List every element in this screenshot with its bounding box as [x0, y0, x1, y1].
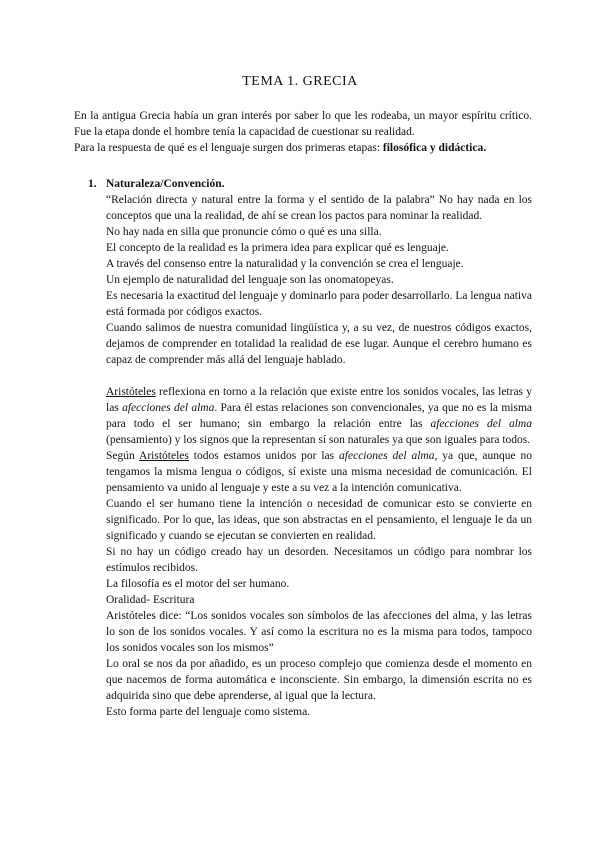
- paragraph: Oralidad- Escritura: [106, 594, 195, 606]
- section-number: 1.: [88, 178, 97, 190]
- intro-paragraph: En la antigua Grecia había un gran interés por saber lo que les rodeaba, un mayor espíritu crítico. Fue la etapa donde el hombre tenía la capacidad de cuestionar su realidad.: [74, 110, 532, 138]
- paragraph: Si no hay un código creado hay un desorden. Necesitamos un código para nombrar los estímulos recibidos.: [106, 546, 532, 574]
- paragraph: “Relación directa y natural entre la forma y el sentido de la palabra” No hay nada en los conceptos que una la realidad, de ahí se crean los pactos para nominar la realidad.: [106, 194, 532, 222]
- paragraph: Es necesaria la exactitud del lenguaje y dominarlo para poder desarrollarlo. La lengua nativa está formada por códigos exactos.: [106, 290, 532, 318]
- paragraph: Un ejemplo de naturalidad del lenguaje son las onomatopeyas.: [106, 274, 394, 286]
- intro-stages-bold: filosófica y didáctica.: [382, 142, 487, 154]
- paragraph: El concepto de la realidad es la primera idea para explicar qué es lenguaje.: [106, 242, 449, 254]
- paragraph: La filosofía es el motor del ser humano.: [106, 578, 290, 590]
- paragraph: Lo oral se nos da por añadido, es un proceso complejo que comienza desde el momento en que nacemos de forma automática e inconsciente. Sin embargo, la dimensión escrita no es adquirida sino que debe aprenderse, al igual que la lectura.: [106, 658, 532, 702]
- section-body: [106, 192, 532, 720]
- italic-term: afecciones del alma: [430, 418, 532, 430]
- text-run: , ya que, aunque no tengamos la misma lengua o códigos, sí existe una misma necesidad de comunicación. El pensamiento va unido al lenguaje y este a su vez a la intención comunicativa.: [106, 450, 532, 494]
- paragraph-aristoteles: [106, 384, 532, 448]
- page-title: TEMA 1. GRECIA: [242, 74, 358, 89]
- intro-block: [74, 108, 532, 156]
- spacer: [106, 368, 532, 384]
- text-run: . Para él estas relaciones son convencionales, ya que no es la misma para todo el ser humano; sin embargo la relación entre las: [106, 402, 532, 430]
- paragraph: No hay nada en silla que pronuncie cómo o qué es una silla.: [106, 226, 382, 238]
- author-name: Aristóteles: [106, 386, 156, 398]
- paragraph-aristoteles-2: [106, 448, 532, 496]
- text-run: todos estamos unidos por las: [188, 450, 340, 462]
- author-name: Aristóteles: [139, 450, 189, 462]
- italic-term: afecciones del alma: [122, 402, 215, 414]
- italic-term: afecciones del alma: [339, 450, 435, 462]
- text-run: reflexiona en torno a la relación que existe entre los sonidos vocales, las letras y las: [106, 386, 532, 414]
- intro-paragraph-stages: [74, 140, 532, 156]
- text-run: Según: [106, 450, 140, 462]
- paragraph: A través del consenso entre la naturalidad y la convención se crea el lenguaje.: [106, 258, 464, 270]
- text-run: (pensamiento) y los signos que la representan sí son naturales ya que son iguales para todos.: [106, 434, 531, 446]
- section-title: Naturaleza/Convención.: [106, 178, 225, 190]
- paragraph: Aristóteles dice: “Los sonidos vocales son símbolos de las afecciones del alma, y las letras lo son de los sonidos vocales. Y así como la escritura no es la misma para todos, tampoco los sonidos vocales son los mismos”: [106, 610, 532, 654]
- paragraph: Esto forma parte del lenguaje como sistema.: [106, 706, 311, 718]
- intro-stages-text: Para la respuesta de qué es el lenguaje surgen dos primeras etapas:: [74, 142, 383, 154]
- paragraph: Cuando salimos de nuestra comunidad lingüística y, a su vez, de nuestros códigos exactos, dejamos de comprender en totalidad la realidad de ese lugar. Aunque el cerebro humano es capaz de comprender más allá del lenguaje hablado.: [106, 322, 532, 366]
- paragraph: Cuando el ser humano tiene la intención o necesidad de comunicar esto se convierte en significado. Por lo que, las ideas, que son abstractas en el pensamiento, el lenguaje le da un significado y cuando se ejecutan se convierten en realidad.: [106, 498, 532, 542]
